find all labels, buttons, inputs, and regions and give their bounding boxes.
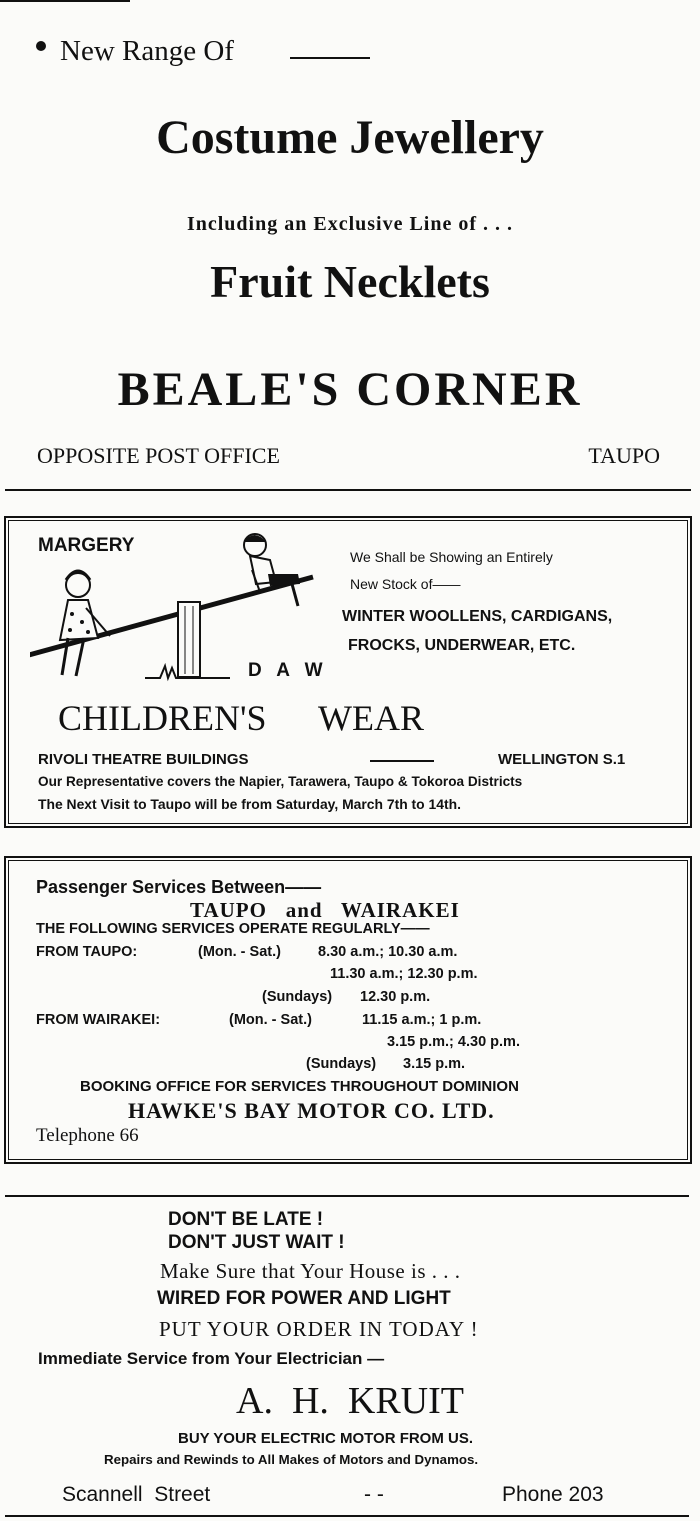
- booking-line: BOOKING OFFICE FOR SERVICES THROUGHOUT DOMINION: [80, 1078, 519, 1095]
- taupo-sunday-label: (Sundays): [262, 989, 333, 1005]
- repairs-line: Repairs and Rewinds to All Makes of Motors and Dynamos.: [104, 1452, 479, 1467]
- route-name: TAUPO and WAIRAKEI: [190, 898, 460, 922]
- kruit-top-rule: [5, 1195, 689, 1197]
- telephone: Telephone 66: [36, 1125, 139, 1146]
- wairakei-sunday-label: (Sundays): [306, 1056, 377, 1072]
- wired-line: WIRED FOR POWER AND LIGHT: [157, 1288, 451, 1309]
- title-right: WEAR: [318, 698, 424, 738]
- buy-motor-line: BUY YOUR ELECTRIC MOTOR FROM US.: [178, 1430, 474, 1447]
- stock-line-3: WINTER WOOLLENS, CARDIGANS,: [342, 608, 613, 625]
- dont-be-late: DON'T BE LATE !: [168, 1209, 324, 1230]
- taupo-weekday-times-2: 11.30 a.m.; 12.30 p.m.: [330, 966, 478, 982]
- intro-rule: [290, 57, 370, 59]
- address-right: TAUPO: [588, 443, 660, 468]
- location-rule: [370, 760, 434, 762]
- electrician-name: A. H. KRUIT: [236, 1380, 464, 1422]
- from-taupo-label: FROM TAUPO:: [36, 944, 138, 960]
- taupo-sunday-time: 12.30 p.m.: [360, 989, 431, 1005]
- taupo-weekday-times-1: 8.30 a.m.; 10.30 a.m.: [318, 944, 458, 960]
- bullet-icon: [36, 41, 46, 51]
- dont-just-wait: DON'T JUST WAIT !: [168, 1232, 345, 1253]
- title-left: CHILDREN'S: [58, 698, 267, 738]
- top-rule: [0, 0, 130, 2]
- immediate-service-line: Immediate Service from Your Electrician —: [38, 1349, 385, 1368]
- brand-bottom: D A W: [248, 660, 328, 681]
- from-wairakei-label: FROM WAIRAKEI:: [36, 1012, 161, 1028]
- stock-line-2: New Stock of——: [350, 576, 461, 592]
- visit-line: The Next Visit to Taupo will be from Saturday, March 7th to 14th.: [38, 796, 461, 812]
- wairakei-weekday-times-1: 11.15 a.m.; 1 p.m.: [362, 1012, 482, 1028]
- stock-line-1: We Shall be Showing an Entirely: [350, 549, 553, 565]
- taupo-weekday-label: (Mon. - Sat.): [198, 944, 281, 960]
- make-sure-line: Make Sure that Your House is . . .: [160, 1259, 461, 1283]
- subline: Including an Exclusive Line of . . .: [186, 213, 514, 235]
- separator-dash: - -: [364, 1483, 384, 1506]
- wairakei-weekday-times-2: 3.15 p.m.; 4.30 p.m.: [387, 1034, 520, 1050]
- location-right: WELLINGTON S.1: [498, 751, 626, 768]
- bottom-rule: [5, 1515, 689, 1517]
- divider-rule: [5, 489, 691, 491]
- operate-line: THE FOLLOWING SERVICES OPERATE REGULARLY——: [36, 921, 430, 937]
- wairakei-sunday-time: 3.15 p.m.: [403, 1056, 466, 1072]
- order-line: PUT YOUR ORDER IN TODAY !: [159, 1317, 479, 1341]
- brand-top: MARGERY: [38, 535, 135, 556]
- representative-line: Our Representative covers the Napier, Tarawera, Taupo & Tokoroa Districts: [38, 774, 523, 789]
- address-left: OPPOSITE POST OFFICE: [37, 443, 280, 468]
- product-name: Fruit Necklets: [210, 256, 490, 307]
- company-name: HAWKE'S BAY MOTOR CO. LTD.: [128, 1098, 495, 1123]
- stock-line-4: FROCKS, UNDERWEAR, ETC.: [348, 637, 576, 654]
- headline: Costume Jewellery: [156, 111, 544, 164]
- intro-text: New Range Of: [60, 35, 234, 67]
- wairakei-weekday-label: (Mon. - Sat.): [229, 1012, 312, 1028]
- store-name: BEALE'S CORNER: [117, 363, 583, 416]
- location-left: RIVOLI THEATRE BUILDINGS: [38, 751, 249, 768]
- services-heading: Passenger Services Between——: [36, 877, 322, 897]
- phone-number: Phone 203: [502, 1483, 604, 1506]
- street-address: Scannell Street: [62, 1483, 211, 1506]
